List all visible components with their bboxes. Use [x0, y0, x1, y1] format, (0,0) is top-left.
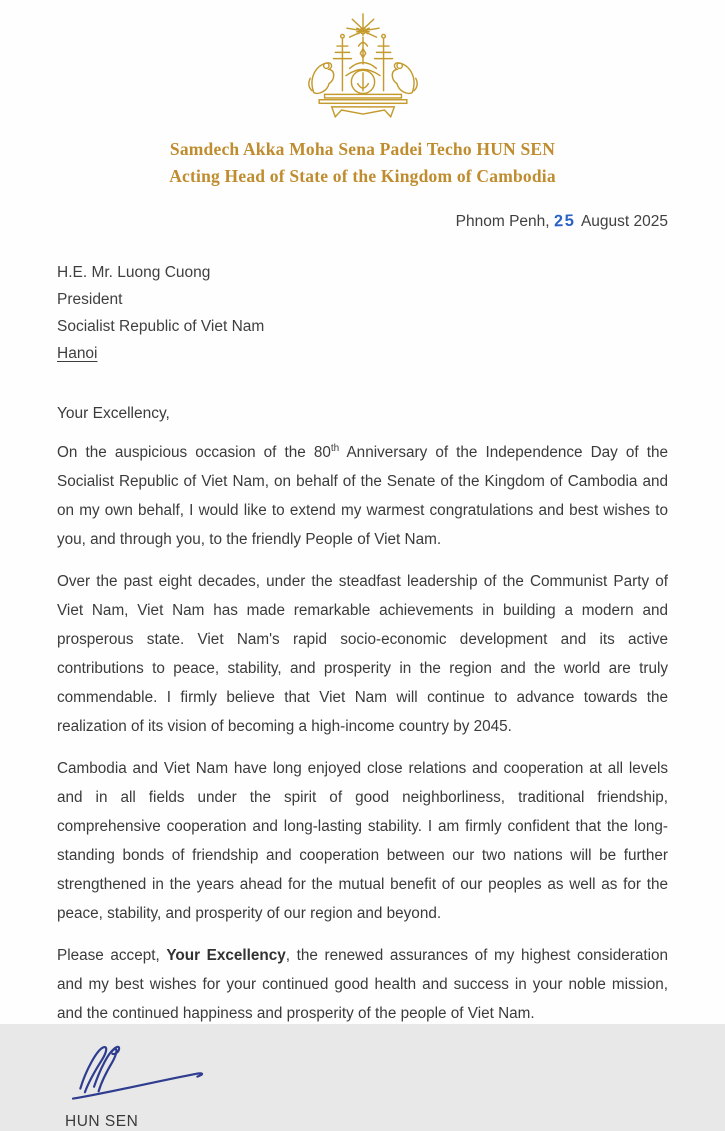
paragraph-1-continued: Anniversary of the Independence Day of the Socialist Republic of Viet Nam, on behalf of the Senate of the Kingdom of Cambodia and on my own behalf, I would like to extend my warmest congratulations and best wishes to you, and through you, to the friendly People of Viet Nam.: [57, 444, 668, 548]
recipient-country: Socialist Republic of Viet Nam: [57, 318, 265, 335]
recipient-name: H.E. Mr. Luong Cuong: [57, 264, 211, 281]
paragraph-1: [57, 438, 668, 554]
salutation: Your Excellency,: [57, 405, 170, 422]
recipient-title: President: [57, 291, 123, 308]
ordinal-superscript: th: [330, 442, 340, 454]
signatory-name: HUN SEN: [65, 1113, 139, 1130]
hun-sen-signature-icon: [63, 1041, 668, 1105]
paragraph-1-text: On the auspicious occasion of the 80: [57, 444, 331, 461]
paragraph-4: [57, 941, 668, 1028]
letterhead-title: [57, 136, 668, 190]
dateline: [57, 212, 668, 231]
recipient-city: Hanoi: [57, 345, 98, 362]
recipient-block: [57, 259, 668, 367]
handwritten-day: 25: [553, 211, 576, 231]
paragraph-4-continued: , the renewed assurances of my highest consideration and my best wishes for your continued good health and success in your noble mission, and the continued happiness and prosperity of the people of Viet Nam.: [57, 947, 668, 1022]
letter-body: [57, 438, 668, 1028]
royal-arms-of-cambodia-icon: [287, 111, 439, 128]
paragraph-2: Over the past eight decades, under the steadfast leadership of the Communist Party of Viet Nam, Viet Nam has made remarkable achievements in building a modern and prosperous state. Viet Nam's rapid socio-economic development and its active contributions to peace, stability, and prosperity in the region and the world are truly commendable. I firmly believe that Viet Nam will continue to advance towards the realization of its vision of becoming a high-income country by 2045.: [57, 573, 668, 735]
paragraph-4-text: Please accept,: [57, 947, 167, 964]
paragraph-3: Cambodia and Viet Nam have long enjoyed close relations and cooperation at all levels and in all fields under the spirit of good neighborliness, traditional friendship, comprehensive cooperation and long-lasting stability. I am firmly confident that the long-standing bonds of friendship and cooperation between our two nations will be further strengthened in the years ahead for the mutual benefit of our peoples as well as for the peace, stability, and prosperity of our region and beyond.: [57, 760, 668, 922]
dateline-place: Phnom Penh,: [455, 213, 550, 230]
signature-block: [57, 1041, 668, 1131]
letterhead-title-line1: Samdech Akka Moha Sena Padei Techo HUN SEN: [169, 139, 556, 159]
paragraph-4-emphasis: Your Excellency: [166, 947, 286, 964]
letterhead-title-line2: Acting Head of State of the Kingdom of Cambodia: [169, 166, 556, 186]
dateline-month-year: August 2025: [580, 213, 668, 230]
letterhead-crest: [57, 0, 668, 124]
